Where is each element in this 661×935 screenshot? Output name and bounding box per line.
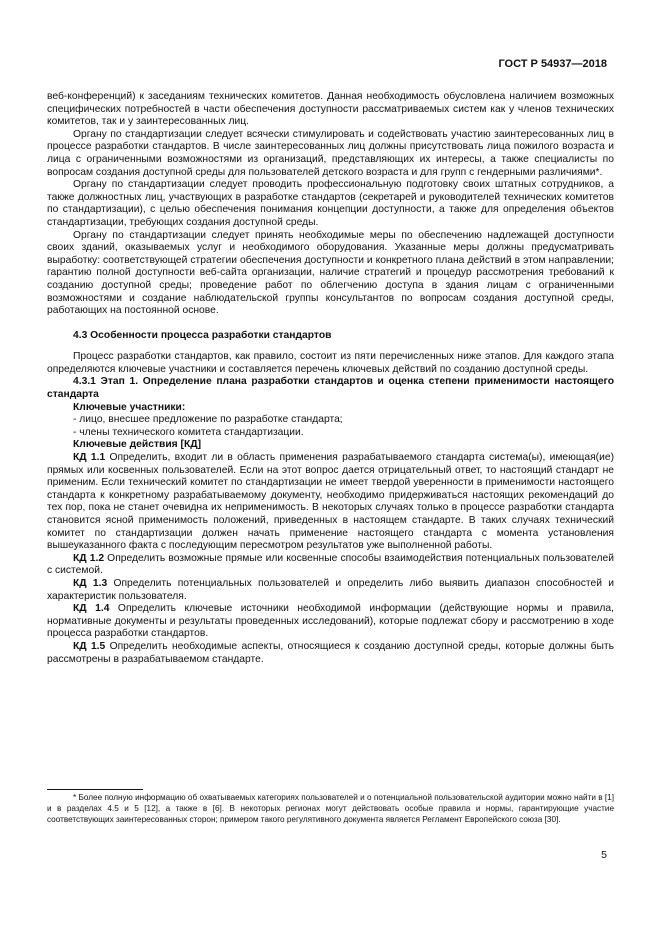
document-code: ГОСТ Р 54937—2018 <box>498 58 607 70</box>
key-action-label: КД 1.4 <box>73 603 110 615</box>
page-number: 5 <box>601 849 607 861</box>
page-body <box>47 91 614 666</box>
subsection-heading: 4.3.1 Этап 1. Определение плана разработки стандартов и оценка степени применимости настоящего стандарта <box>47 376 614 401</box>
paragraph: Органу по стандартизации следует принять необходимые меры по обеспечению надлежащей доступности своих зданий, оказываемых услуг и необходимого оборудования. Указанные меры должны предусматривать выработку: соответствующей стратегии обеспечения доступности и конкретного плана действий в этом направлении; гарантию полной доступности веб-сайта организации, наличие стратегий и процедур рассмотрения требований к созданию доступной среды; проведение работ по облегчению доступа в здания лицам с ограниченными возможностями и создание наблюдательской группы консультантов по вопросам создания доступной среды, работающих на постоянной основе. <box>47 229 614 317</box>
footnote: * Более полную информацию об охватываемых категориях пользователей и о потенциальной пользовательской аудитории можно найти в [1] и в разделах 4.5 и 5 [12], а также в [6]. В некоторых регионах могут действовать особые правила и нормы, гарантирующие участие соответствующих заинтересованных сторон; примером такого регулятивного документа является Регламент Европейского союза [30]. <box>47 793 614 824</box>
key-action-label: КД 1.5 <box>73 640 106 652</box>
key-action-label: КД 1.1 <box>73 452 106 464</box>
key-action-1-3 <box>47 578 614 603</box>
key-action-1-1 <box>47 452 614 553</box>
section-heading: 4.3 Особенности процесса разработки стандартов <box>73 329 332 341</box>
footnote-separator <box>47 789 143 790</box>
key-actions-title: Ключевые действия [КД] <box>73 439 202 451</box>
key-action-label: КД 1.3 <box>73 577 108 589</box>
key-action-text: Определить потенциальных пользователей и определить либо выявить диапазон способностей и характеристик пользователя. <box>47 577 614 602</box>
key-action-1-4 <box>47 603 614 641</box>
list-item: - члены технического комитета стандартизации. <box>73 426 304 438</box>
key-action-text: Определить, входит ли в область применения разрабатываемого стандарта система(ы), имеющая(ие) прямых или косвенных пользователей. Если на этот вопрос дается отрицательный ответ, то настоящий стандарт не применим. Если технический комитет по стандартизации не имеет твердой уверенности в применимости настоящего стандарта к конкретному разрабатываемому документу, необходимо придерживаться настоящих рекомендаций до тех пор, пока не станет очевидна их неприменимость. В некоторых случаях только в процессе разработки стандарта становится ясной применимость положений, приведенных в настоящем стандарте. В таких случаях технический комитет по стандартизации должен начать применение настоящего стандарта с момента установления вышеуказанного факта с последующим пересмотром результатов уже выполненной работы. <box>47 452 614 552</box>
key-action-text: Определить необходимые аспекты, относящиеся к созданию доступной среды, которые должны быть рассмотрены в разрабатываемом стандарте. <box>47 640 614 665</box>
key-action-label: КД 1.2 <box>73 552 105 564</box>
key-participants-title: Ключевые участники: <box>73 401 186 413</box>
paragraph: веб-конференций) к заседаниям технических комитетов. Данная необходимость обусловлена наличием возможных специфических потребностей в части обеспечения доступности рассматриваемых систем как у членов технических комитетов, так и у заинтересованных лиц. <box>47 91 614 128</box>
paragraph: Органу по стандартизации следует проводить профессиональную подготовку своих штатных сотрудников, а также должностных лиц, участвующих в разработке стандартов (секретарей и руководителей технических комитетов по стандартизации), с целью обеспечения понимания концепции доступности, а также для определения объектов стандартизации, требующих создания доступной среды. <box>47 179 614 228</box>
list-item: - лицо, внесшее предложение по разработке стандарта; <box>73 414 343 426</box>
key-action-text: Определить ключевые источники необходимой информации (действующие нормы и правила, нормативные документы и результаты проведенных исследований), которые подлежат сбору и рассмотрению в ходе процесса разработки стандартов. <box>47 603 614 640</box>
key-action-1-2 <box>47 553 614 578</box>
key-action-text: Определить возможные прямые или косвенные способы взаимодействия потенциальных пользователей с системой. <box>47 552 615 577</box>
paragraph: Процесс разработки стандартов, как правило, состоит из пяти перечисленных ниже этапов. Для каждого этапа определяются ключевые участники и составляется перечень ключевых действий по созданию доступной среды. <box>47 351 614 375</box>
paragraph: Органу по стандартизации следует всячески стимулировать и содействовать участию заинтересованных лиц в процессе разработки стандартов. В числе заинтересованных лиц должны присутствовать лица пожилого возраста и лица с ограниченными возможностями из организаций, представляющих их интересы, а также специалисты по вопросам создания доступной среды для пользователей детского возраста и для групп с гендерными различиями*. <box>47 128 614 178</box>
key-action-1-5 <box>47 641 614 666</box>
